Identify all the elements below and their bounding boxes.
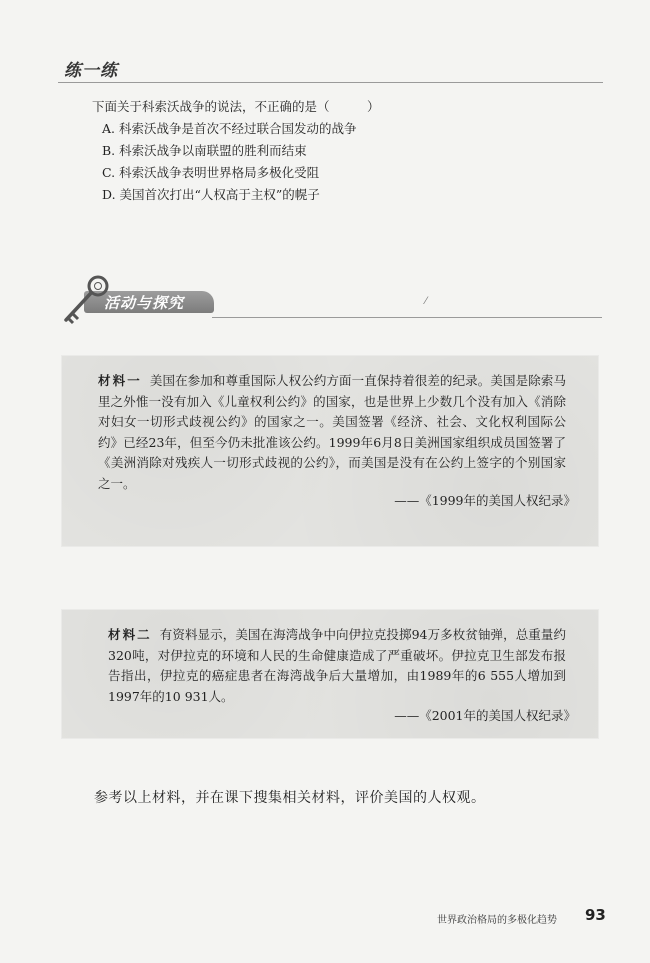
option-a: A. 科索沃战争是首次不经过联合国发动的战争 <box>102 121 357 136</box>
material-box-2 <box>62 610 598 738</box>
footer-chapter-title: 世界政治格局的多极化趋势 <box>437 915 557 926</box>
page-number: 93 <box>585 906 606 924</box>
material-2-source: ——《2001年的美国人权纪录》 <box>394 708 576 723</box>
option-c: C. 科索沃战争表明世界格局多极化受阻 <box>102 165 320 180</box>
material-2-label: 材料二 <box>108 627 152 642</box>
option-b: B. 科索沃战争以南联盟的胜利而结束 <box>102 143 307 158</box>
closing-question: 参考以上材料，并在课下搜集相关材料，评价美国的人权观。 <box>94 790 486 806</box>
material-1-text <box>98 371 566 494</box>
material-1-body: 美国在参加和尊重国际人权公约方面一直保持着很差的纪录。美国是除索马里之外惟一没有加入《儿童权利公约》的国家，也是世界上少数几个没有加入《消除对妇女一切形式歧视公约》的国家之一。美国签署《经济、社会、文化权利国际公约》已经23年，但至今仍未批准该公约。1999年6月8日美洲国家组织成员国签署了《美洲消除对残疾人一切形式歧视的公约》，而美国是没有在公约上签字的个别国家之一。 <box>98 373 566 491</box>
material-1-source: ——《1999年的美国人权纪录》 <box>394 493 576 508</box>
activity-title: 活动与探究 <box>104 294 185 312</box>
stray-mark: ⁄ <box>425 296 427 307</box>
option-d: D. 美国首次打出“人权高于主权”的幌子 <box>102 187 320 202</box>
practice-title: 练一练 <box>64 61 118 81</box>
practice-question <box>92 96 572 206</box>
material-box-1 <box>62 356 598 546</box>
material-2-text <box>108 625 566 707</box>
material-2-body: 有资料显示，美国在海湾战争中向伊拉克投掷94万多枚贫铀弹，总重量约320吨，对伊拉克的环境和人民的生命健康造成了严重破坏。伊拉克卫生部发布报告指出，伊拉克的癌症患者在海湾战争后大量增加，由1989年的6 555人增加到1997年的10 931人。 <box>108 627 566 704</box>
activity-rule <box>212 317 602 318</box>
practice-section-header <box>58 54 603 83</box>
question-stem: 下面关于科索沃战争的说法，不正确的是（ ） <box>92 99 380 114</box>
material-1-label: 材料一 <box>98 373 142 388</box>
